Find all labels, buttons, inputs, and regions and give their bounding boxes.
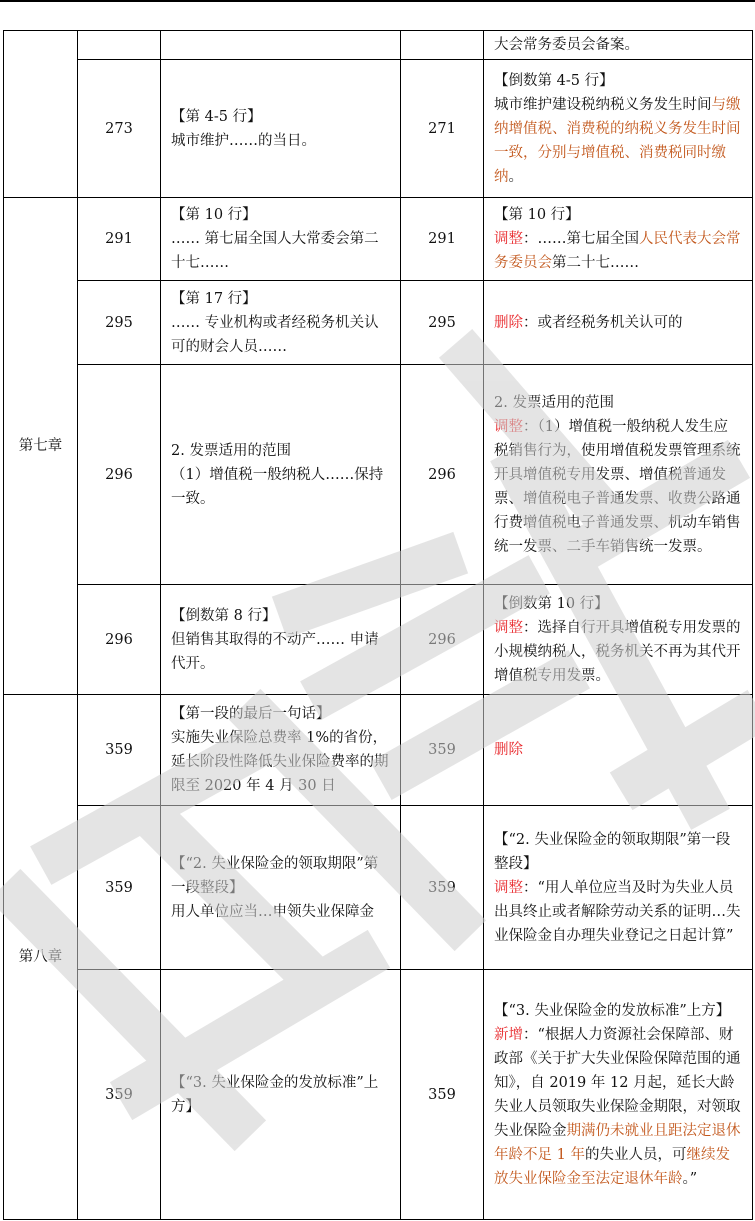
new-page-cell: 296 — [401, 365, 484, 585]
old-text-line: 【“3. 失业保险金的发放标准”上方】 — [171, 1074, 379, 1115]
new-text-segment: ：“根据人力资源社会保障部、财政部《关于扩大失业保险保障范围的通知》，自 2019 年 12 月起，延长大龄失业人员领取失业保险金期限，对领取失业保险金 — [494, 1026, 741, 1139]
old-text-cell — [161, 198, 401, 281]
new-text-segment: 【倒数第 4-5 行】 — [494, 72, 614, 89]
old-text-line: 【“2. 失业保险金的领取期限”第一段整段】 — [171, 855, 379, 896]
new-page-cell: 359 — [401, 695, 484, 806]
change-type-label: 调整 — [494, 879, 523, 896]
old-text-line: …… 专业机构或者经税务机关认可的财会人员…… — [171, 314, 379, 355]
new-text-cell — [484, 281, 753, 365]
change-type-label: 调整 — [494, 418, 523, 435]
new-text-segment: 【“2. 失业保险金的领取期限”第一段整段】 — [494, 831, 731, 872]
table-row — [4, 970, 753, 1220]
change-type-label: 调整 — [494, 231, 523, 247]
revision-table — [3, 30, 753, 1220]
old-text-line: 但销售其取得的不动产…… 申请代开。 — [171, 631, 379, 672]
new-page-cell — [401, 31, 484, 60]
new-text-cell — [484, 60, 753, 198]
old-text-line: 城市维护……的当日。 — [171, 132, 316, 149]
change-type-label: 调整 — [494, 619, 523, 636]
table-row — [4, 31, 753, 60]
top-rule — [0, 0, 755, 2]
old-text-line: 【倒数第 8 行】 — [171, 607, 277, 624]
old-text-line: 实施失业保险总费率 1%的省份，延长阶段性降低失业保险费率的期限至 2020 年 4 月 30 日 — [171, 730, 389, 794]
change-type-label: 新增 — [494, 1026, 523, 1043]
old-text-line: 【第一段的最后一句话】 — [171, 706, 331, 722]
old-page-cell: 291 — [78, 198, 161, 281]
old-text-line: 2. 发票适用的范围 — [171, 442, 291, 459]
new-page-cell: 291 — [401, 198, 484, 281]
old-text-line: 【第 4-5 行】 — [171, 108, 262, 125]
highlighted-text: 人民代表大会常务委员会 — [494, 231, 741, 271]
new-text-segment: 的失业人员，可 — [584, 1146, 687, 1163]
new-text-cell — [484, 365, 753, 585]
new-text-segment: 【倒数第 10 行】 — [494, 595, 609, 612]
old-text-line: …… 第七届全国人大常委会第二十七…… — [171, 231, 379, 271]
old-page-cell: 273 — [78, 60, 161, 198]
chapter-cell — [4, 31, 78, 198]
old-text-cell — [161, 365, 401, 585]
new-text-segment: 2. 发票适用的范围 — [494, 394, 614, 411]
old-text-cell — [161, 60, 401, 198]
highlighted-text: 继续发放失业保险金至法定退休年龄 — [494, 1146, 730, 1187]
old-text-cell — [161, 806, 401, 970]
new-text-segment: 大会常务委员会备案。 — [494, 37, 639, 53]
new-text-segment: 。 — [508, 168, 523, 185]
old-text-cell — [161, 31, 401, 60]
table-row — [4, 695, 753, 806]
change-type-label: 删除 — [494, 314, 523, 331]
old-page-cell: 296 — [78, 365, 161, 585]
table-row — [4, 198, 753, 281]
old-page-cell: 359 — [78, 806, 161, 970]
new-text-segment: ：……第七届全国 — [523, 231, 639, 247]
new-text-segment: 城市维护建设税纳税义务发生时间 — [494, 96, 712, 113]
old-text-cell — [161, 695, 401, 806]
old-text-line: 【第 17 行】 — [171, 290, 257, 307]
new-page-cell: 359 — [401, 970, 484, 1220]
new-text-segment: ：或者经税务机关认可的 — [523, 314, 683, 331]
old-page-cell: 295 — [78, 281, 161, 365]
chapter-cell: 第八章 — [4, 695, 78, 1220]
new-text-cell — [484, 970, 753, 1220]
old-page-cell: 359 — [78, 695, 161, 806]
new-text-segment: 第二十七…… — [552, 255, 639, 271]
new-text-segment: ：“用人单位应当及时为失业人员出具终止或者解除劳动关系的证明…失业保险金自办理失业登记之日起计算” — [494, 879, 741, 944]
new-text-segment: ：选择自行开具增值税专用发票的小规模纳税人，税务机关不再为其代开增值税专用发票。 — [494, 619, 741, 684]
old-text-line: 【第 10 行】 — [171, 207, 257, 223]
table-row — [4, 585, 753, 695]
old-page-cell: 359 — [78, 970, 161, 1220]
new-text-cell — [484, 31, 753, 60]
table-row — [4, 281, 753, 365]
new-text-cell — [484, 198, 753, 281]
chapter-cell: 第七章 — [4, 198, 78, 695]
new-page-cell: 271 — [401, 60, 484, 198]
new-page-cell: 296 — [401, 585, 484, 695]
new-text-cell — [484, 695, 753, 806]
old-text-cell — [161, 585, 401, 695]
new-page-cell: 295 — [401, 281, 484, 365]
new-text-segment: 【“3. 失业保险金的发放标准”上方】 — [494, 1002, 731, 1019]
old-text-cell — [161, 970, 401, 1220]
old-page-cell: 296 — [78, 585, 161, 695]
change-type-label: 删除 — [494, 742, 523, 758]
highlighted-text: 与缴纳增值税、消费税的纳税义务发生时间一致，分别与增值税、消费税同时缴纳 — [494, 96, 741, 185]
old-text-cell — [161, 281, 401, 365]
table-row — [4, 365, 753, 585]
new-text-segment: ：（1）增值税一般纳税人发生应税销售行为，使用增值税发票管理系统开具增值税专用发票、增值税普通发票、增值税电子普通发票、收费公路通行费增值税电子普通发票、机动车销售统一发票、二手车销售统一发票。 — [494, 418, 741, 555]
new-text-segment: 【第 10 行】 — [494, 207, 580, 223]
old-text-line: （1）增值税一般纳税人……保持一致。 — [171, 466, 384, 507]
new-text-cell — [484, 585, 753, 695]
new-text-cell — [484, 806, 753, 970]
old-text-line: 用人单位应当…申领失业保障金 — [171, 903, 374, 920]
table-row — [4, 60, 753, 198]
new-page-cell: 359 — [401, 806, 484, 970]
old-page-cell — [78, 31, 161, 60]
highlighted-text: 期满仍未就业且距法定退休年龄不足 1 年 — [494, 1122, 741, 1163]
new-text-segment: 。” — [682, 1170, 698, 1187]
table-row — [4, 806, 753, 970]
